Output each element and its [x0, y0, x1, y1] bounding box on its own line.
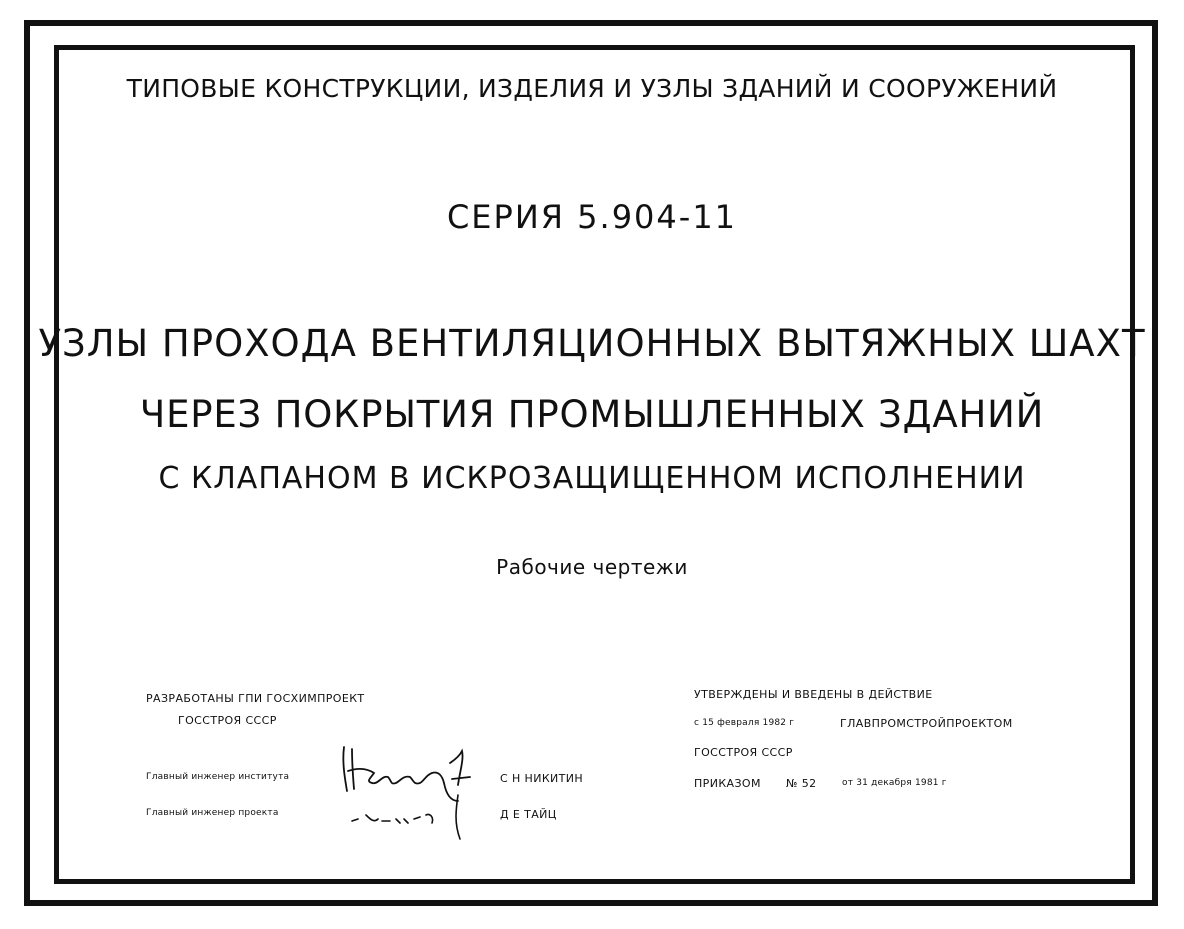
approval-authority: ГЛАВПРОМСТРОЙПРОЕКТОМ	[840, 717, 1013, 730]
chief-engineer-project-label: Главный инженер проекта	[146, 808, 279, 818]
approval-date: с 15 февраля 1982 г	[694, 718, 795, 728]
title-line-3: С КЛАПАНОМ В ИСКРОЗАЩИЩЕННОМ ИСПОЛНЕНИИ	[158, 461, 1026, 496]
document-type: Рабочие чертежи	[496, 555, 688, 579]
title-line-1: УЗЛЫ ПРОХОДА ВЕНТИЛЯЦИОННЫХ ВЫТЯЖНЫХ ШАХТ	[38, 322, 1146, 365]
chief-engineer-institute-name: С Н НИКИТИН	[500, 772, 584, 785]
series-number: СЕРИЯ 5.904-11	[446, 198, 738, 236]
order-label: ПРИКАЗОМ	[694, 777, 761, 790]
signature-institute	[330, 735, 490, 845]
order-number: № 52	[786, 777, 817, 790]
developer-org-ministry: ГОССТРОЯ СССР	[178, 714, 277, 727]
developer-org: РАЗРАБОТАНЫ ГПИ ГОСХИМПРОЕКТ	[146, 692, 365, 705]
approval-ministry: ГОССТРОЯ СССР	[694, 746, 793, 759]
standards-header: ТИПОВЫЕ КОНСТРУКЦИИ, ИЗДЕЛИЯ И УЗЛЫ ЗДАНИЙ И СООРУЖЕНИЙ	[126, 74, 1058, 103]
chief-engineer-project-name: Д Е ТАЙЦ	[500, 808, 557, 821]
approval-statement: УТВЕРЖДЕНЫ И ВВЕДЕНЫ В ДЕЙСТВИЕ	[694, 688, 933, 701]
chief-engineer-institute-label: Главный инженер института	[146, 772, 290, 782]
order-date: от 31 декабря 1981 г	[842, 778, 947, 788]
title-line-2: ЧЕРЕЗ ПОКРЫТИЯ ПРОМЫШЛЕННЫХ ЗДАНИЙ	[139, 393, 1045, 436]
